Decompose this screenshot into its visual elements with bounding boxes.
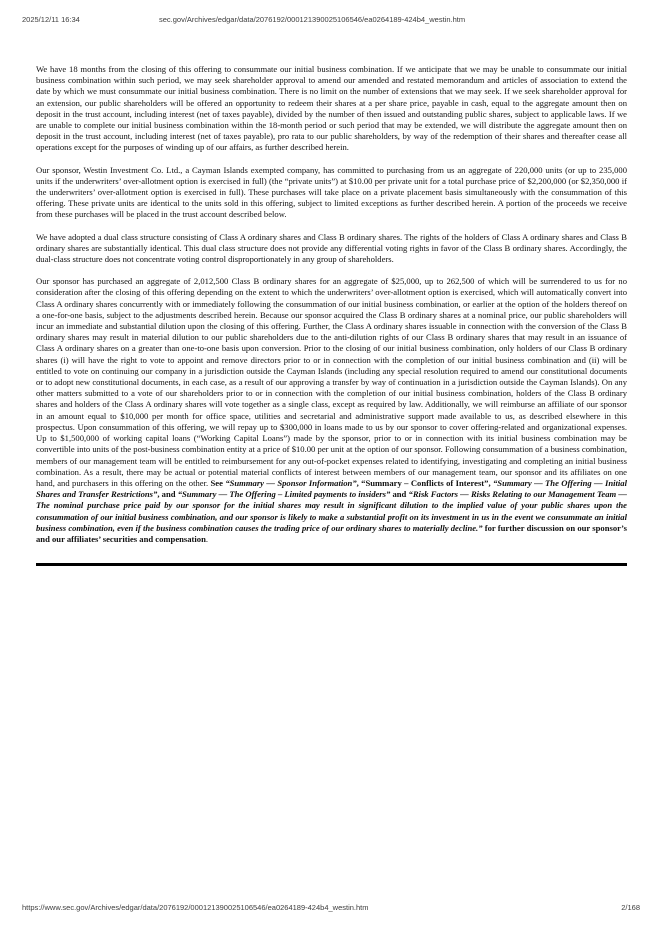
paragraph-segment: “Summary — The Offering — Initial Shares and Transfer Restrictions” xyxy=(36,477,627,500)
paragraph-segment: We have adopted a dual class structure consisting of Class A ordinary shares and Class B ordinary shares. The rights of the holders of Class A ordinary shares and Class B ordinary shares are substantially identical. This dual class structure does not provide any differential voting rights in favor of the Class B ordinary shares. Accordingly, the dual-class structure does not concentrate voting control disproportionately in any group of shareholders. xyxy=(36,231,627,265)
print-page-number: 2/168 xyxy=(621,903,640,912)
paragraph-segment: “Risk Factors — Risks Relating to our Management Team — The nominal purchase price paid by our sponsor for the initial shares may result in significant dilution to the implied value of your public shares upon the consummation of our initial business combination, and our sponsor is likely to make a substantial profit on its investment in us in the event we consummate an initial business combination, even if the business combination causes the trading price of our ordinary shares to materially decline.” xyxy=(36,489,627,533)
paragraph-segment: , and xyxy=(157,489,178,500)
paragraph-segment: for further discussion on our sponsor’s and our affiliates’ securities and compensation xyxy=(36,522,628,544)
paragraph xyxy=(36,276,627,545)
paragraph xyxy=(36,165,627,221)
paragraph-segment: Our sponsor has purchased an aggregate of 2,012,500 Class B ordinary shares for an aggregate of $25,000, up to 262,500 of which will be surrendered to us for no consideration after the closing of this offering depending on the extent to which the underwriters’ over-allotment option is exercised, which will automatically convert into Class A ordinary shares concurrently with or immediately following the consummation of our initial business combination, or earlier at the option of the holders thereof on a one-for-one basis, subject to the adjustments described herein. Because our sponsor acquired the Class B ordinary shares at a nominal price, our public shareholders will incur an immediate and substantial dilution upon the closing of this offering. Further, the Class A ordinary shares issuable in connection with the conversion of the Class B ordinary shares may result in material dilution to our public shareholders due to the anti-dilution rights of our Class B ordinary shares that may result in an issuance of Class A ordinary shares on a greater than one-to-one basis upon conversion. Prior to the closing of our initial business combination, only holders of our Class B ordinary shares (i) will have the right to vote to appoint and remove directors prior to or in connection with the completion of our initial business combination and (ii) will be entitled to vote on continuing our company in a jurisdiction outside the Cayman Islands (including any special resolution required to amend our constitutional documents or to adopt new constitutional documents, in each case, as a result of our approving a transfer by way of continuation in a jurisdiction outside the Cayman Islands). On any other matters submitted to a vote of our shareholders prior to or in connection with the completion of our initial business combination, holders of the Class B ordinary shares and holders of the Class A ordinary shares will vote together as a single class, except as required by law. Additionally, we will reimburse an affiliate of our sponsor in an amount equal to $10,000 per month for office space, utilities and secretarial and administrative support made available to us, as described elsewhere in this prospectus. Upon consummation of this offering, we will repay up to $300,000 in loans made to us by our sponsor to cover offering-related and organizational expenses. Up to $1,500,000 of working capital loans (“Working Capital Loans”) made by the sponsor, prior to or in connection with its initial business combination may be convertible into units of the post-business combination entity at a price of $10.00 per unit at the option of our sponsor. Following consummation of a business combination, members of our management team will be entitled to reimbursement for any out-of-pocket expenses related to identifying, investigating and completing an initial business combination. As a result, there may be actual or potential material conflicts of interest between members of our management team, our sponsor and its affiliates on one hand, and purchasers in this offering on the other. xyxy=(36,276,627,488)
print-doc-title: sec.gov/Archives/edgar/data/2076192/000121390025106546/ea0264189-424b4_westin.htm xyxy=(159,15,466,24)
print-url: https://www.sec.gov/Archives/edgar/data/2076192/000121390025106546/ea0264189-424b4_westin.htm xyxy=(22,903,369,912)
paragraph-segment: “Summary — The Offering – Limited payments to insiders” xyxy=(177,489,391,500)
paragraph-segment: . xyxy=(205,533,209,544)
paragraph xyxy=(36,64,627,154)
print-footer xyxy=(0,903,662,915)
section-divider-rule xyxy=(36,563,627,566)
paragraph-segment: Our sponsor, Westin Investment Co. Ltd., a Cayman Islands exempted company, has committed to purchasing from us an aggregate of 220,000 units (or up to 235,000 units if the underwriters’ over-allotment option is exercised in full) (the “private units”) at $10.00 per private unit for a total purchase price of $2,200,000 (or $2,350,000 if the underwriters’ over-allotment option is exercised in full). These purchases will take place on a private placement basis simultaneously with the consummation of this offering. These private units are identical to the units sold in this offering, subject to limited exceptions as further described herein. A portion of the proceeds we receive from these purchases will be placed in the trust account described below. xyxy=(36,164,627,220)
paragraph-segment: We have 18 months from the closing of this offering to consummate our initial business combination. If we anticipate that we may be unable to consummate our initial business combination within such period, we may seek shareholder approval to amend our amended and restated memorandum and articles of association to extend the date by which we must consummate our initial business combination. There is no limit on the number of extensions that we may seek. If we seek shareholder approval for an extension, our public shareholders will be offered an opportunity to redeem their shares at a per share price, payable in cash, equal to the aggregate amount then on deposit in the trust account, including interest (net of taxes payable), divided by the number of then issued and outstanding public shares, subject to applicable laws. If we are unable to complete our initial business combination within the 18-month period or such period that may be extended, we will distribute the aggregate amount then on deposit in the trust account, including interest (net of taxes payable), pro rata to our public shareholders, by way of the redemption of their shares and thereafter cease all operations except for the purposes of winding up of our affairs, as further described herein. xyxy=(36,64,627,153)
paragraph-segment: , xyxy=(356,477,362,488)
paragraph-segment: and xyxy=(390,489,409,500)
paragraph xyxy=(36,232,627,266)
paragraph-segment: See xyxy=(210,477,226,488)
paragraph-segment: , xyxy=(488,477,493,488)
paragraph-segment: “Summary – Conflicts of Interest” xyxy=(361,477,489,488)
print-header xyxy=(0,15,662,27)
document-body xyxy=(36,64,627,556)
paragraph-segment: “Summary — Sponsor Information” xyxy=(225,477,357,488)
print-datetime: 2025/12/11 16:34 xyxy=(22,15,80,24)
